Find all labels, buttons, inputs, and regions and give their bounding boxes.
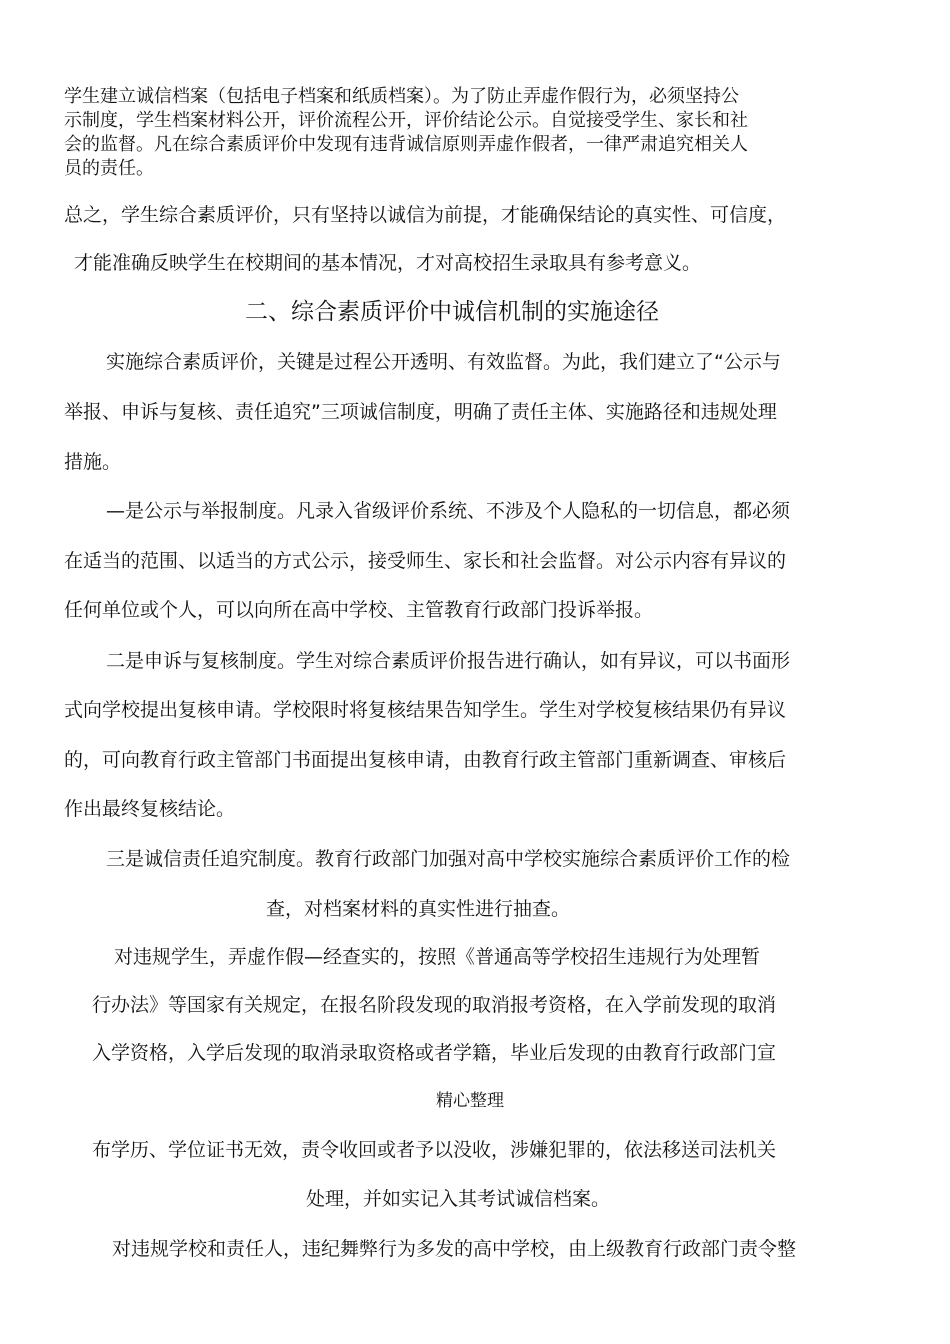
page-footer-label: 精心整理 <box>436 1091 504 1111</box>
para2-line1: 总之，学生综合素质评价，只有坚持以诚信为前提，才能确保结论的真实性、可信度， <box>64 204 787 226</box>
section-heading: 二、综合素质评价中诚信机制的实施途径 <box>245 299 659 325</box>
para4-line1: —是公示与举报制度。凡录入省级评价系统、不涉及个人隐私的一切信息，都必须 <box>106 500 791 522</box>
para1-line3: 会的监督。凡在综合素质评价中发现有违背诚信原则弄虚作假者，一律严肃追究相关人 <box>64 134 748 155</box>
para5-line3: 的，可向教育行政主管部门书面提出复核申请，由教育行政主管部门重新调查、审核后 <box>64 749 787 771</box>
para3-line2: 举报、申诉与复核、责任追究”三项诚信制度，明确了责任主体、实施路径和违规处理 <box>64 401 777 423</box>
para3-line1: 实施综合素质评价，关键是过程公开透明、有效监督。为此，我们建立了“公示与 <box>106 351 781 373</box>
para7-line1: 对违规学生，弄虚作假—经查实的，按照《普通高等学校招生违规行为处理暂 <box>114 946 761 968</box>
para6-line1: 三是诚信责任追究制度。教育行政部门加强对高中学校实施综合素质评价工作的检 <box>106 848 791 870</box>
para8-line2: 处理，并如实记入其考试诚信档案。 <box>306 1188 611 1210</box>
para6-line2: 查，对档案材料的真实性进行抽查。 <box>266 898 571 920</box>
para4-line3: 任何单位或个人，可以向所在高中学校、主管教育行政部门投诉举报。 <box>64 599 654 621</box>
para2-line2: 才能准确反映学生在校期间的基本情况，才对高校招生录取具有参考意义。 <box>74 252 702 274</box>
para3-line3: 措施。 <box>64 451 122 473</box>
para7-line2: 行办法》等国家有关规定，在报名阶段发现的取消报考资格，在入学前发现的取消 <box>92 994 777 1016</box>
para9-line1: 对违规学校和责任人，违纪舞弊行为多发的高中学校，由上级教育行政部门责令整 <box>112 1238 797 1260</box>
para1-line2: 示制度，学生档案材料公开，评价流程公开，评价结论公示。自觉接受学生、家长和社 <box>64 110 748 131</box>
para1-line1: 学生建立诚信档案（包括电子档案和纸质档案）。为了防止弄虚作假行为，必须坚持公 <box>64 86 739 107</box>
para4-line2: 在适当的范围、以适当的方式公示，接受师生、家长和社会监督。对公示内容有异议的 <box>64 550 787 572</box>
para5-line4: 作出最终复核结论。 <box>64 798 236 820</box>
para1-line4: 员的责任。 <box>64 158 154 179</box>
para7-line3: 入学资格，入学后发现的取消录取资格或者学籍，毕业后发现的由教育行政部门宣 <box>92 1042 777 1064</box>
para8-line1: 布学历、学位证书无效，责令收回或者予以没收，涉嫌犯罪的，依法移送司法机关 <box>92 1139 777 1161</box>
para5-line2: 式向学校提出复核申请。学校限时将复核结果告知学生。学生对学校复核结果仍有异议 <box>64 699 787 721</box>
para5-line1: 二是申诉与复核制度。学生对综合素质评价报告进行确认，如有异议，可以书面形 <box>106 650 791 672</box>
